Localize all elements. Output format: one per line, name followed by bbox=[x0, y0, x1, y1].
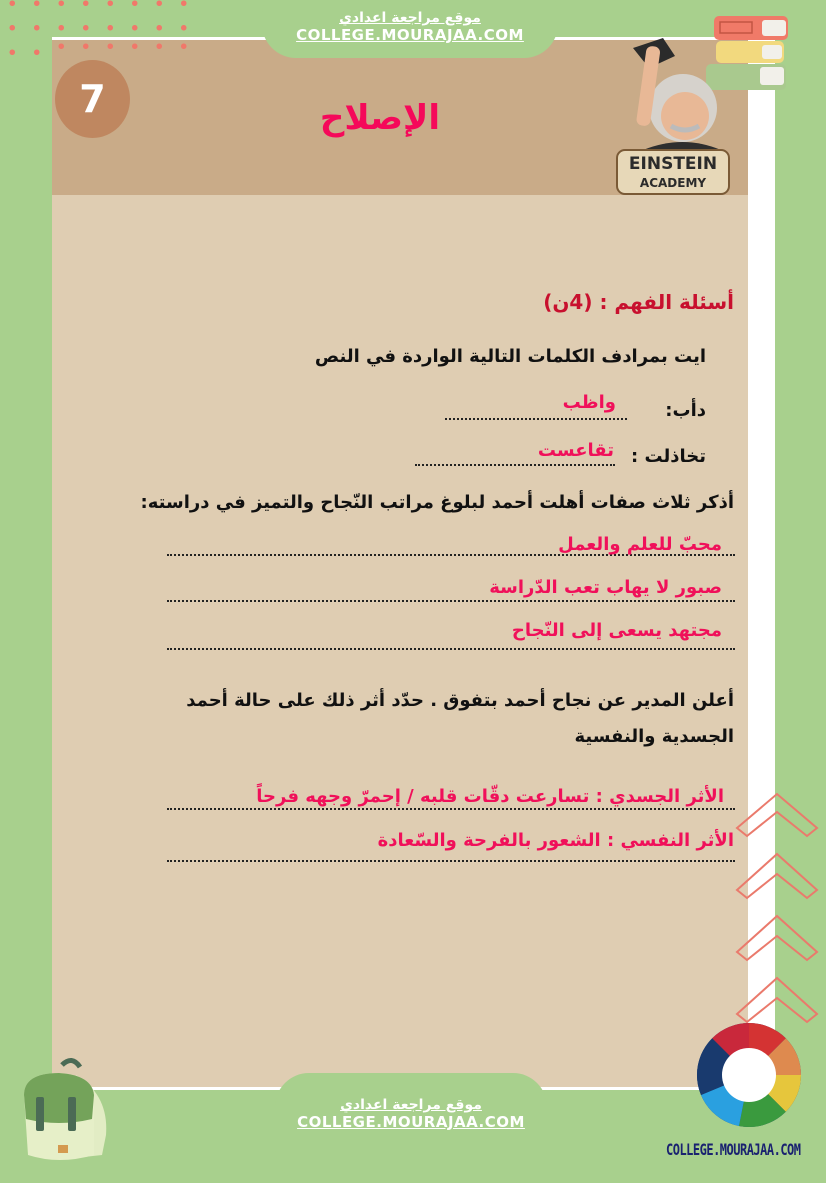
q1-answer-line-1 bbox=[445, 418, 627, 420]
content-panel bbox=[52, 195, 748, 1087]
q1-answer-1[interactable]: واظب bbox=[562, 392, 616, 413]
page-title: الإصلاح bbox=[319, 98, 440, 138]
q1-word-1: دأب: bbox=[665, 400, 706, 421]
section-title: أسئلة الفهم : (4ن) bbox=[543, 290, 734, 314]
question-1-prompt: ايت بمرادف الكلمات التالية الواردة في النص bbox=[314, 346, 706, 367]
question-2-prompt: أذكر ثلاث صفات أهلت أحمد لبلوغ مراتب النّجاح والتميز في دراسته: bbox=[140, 492, 734, 513]
backpack-icon bbox=[14, 1055, 114, 1167]
q1-answer-line-2 bbox=[415, 464, 615, 466]
brand-url[interactable]: COLLEGE.MOURAJAA.COM bbox=[666, 1140, 801, 1160]
footer-site-badge[interactable] bbox=[275, 1073, 547, 1183]
svg-text:ACADEMY: ACADEMY bbox=[639, 176, 707, 190]
page-number: 7 bbox=[79, 77, 106, 121]
header-site-badge[interactable] bbox=[262, 0, 558, 58]
footer-site-name-ar: موقع مراجعة اعدادي bbox=[340, 1097, 482, 1113]
q2-answer-line-3 bbox=[167, 648, 735, 650]
q2-answer-3[interactable]: مجتهد يسعى إلى النّجاح bbox=[511, 620, 722, 641]
svg-text:EINSTEIN: EINSTEIN bbox=[628, 154, 718, 174]
site-name-ar: موقع مراجعة اعدادي bbox=[339, 10, 481, 26]
q2-answer-2[interactable]: صبور لا يهاب تعب الدّراسة bbox=[489, 577, 722, 598]
einstein-academy-logo bbox=[613, 38, 733, 195]
site-url[interactable]: COLLEGE.MOURAJAA.COM bbox=[296, 26, 524, 44]
q3-answer-line-1 bbox=[167, 808, 735, 810]
decorative-dots-row bbox=[52, 40, 202, 52]
question-3-prompt-line-2: الجسدية والنفسية bbox=[574, 726, 734, 747]
q1-word-2: تخاذلت : bbox=[630, 446, 706, 467]
footer-site-url[interactable]: COLLEGE.MOURAJAA.COM bbox=[297, 1113, 525, 1131]
question-3-prompt-line-1: أعلن المدير عن نجاح أحمد بتفوق . حدّد أثر ذلك على حالة أحمد bbox=[186, 690, 734, 711]
q2-answer-line-2 bbox=[167, 600, 735, 602]
q3-answer-1[interactable]: الأثر الجسدي : تسارعت دقّات قلبه / إحمرّ وجهه فرحاً bbox=[256, 786, 724, 807]
q1-answer-2[interactable]: تقاعست bbox=[537, 440, 614, 461]
page-number-badge bbox=[55, 60, 130, 138]
chevron-up-decoration-icon bbox=[735, 790, 825, 1050]
q3-answer-line-2 bbox=[167, 860, 735, 862]
q3-answer-2[interactable]: الأثر النفسي : الشعور بالفرحة والسّعادة bbox=[377, 830, 734, 851]
subjects-wheel-logo bbox=[694, 1020, 804, 1130]
q2-answer-1[interactable]: محبّ للعلم والعمل bbox=[558, 534, 722, 555]
